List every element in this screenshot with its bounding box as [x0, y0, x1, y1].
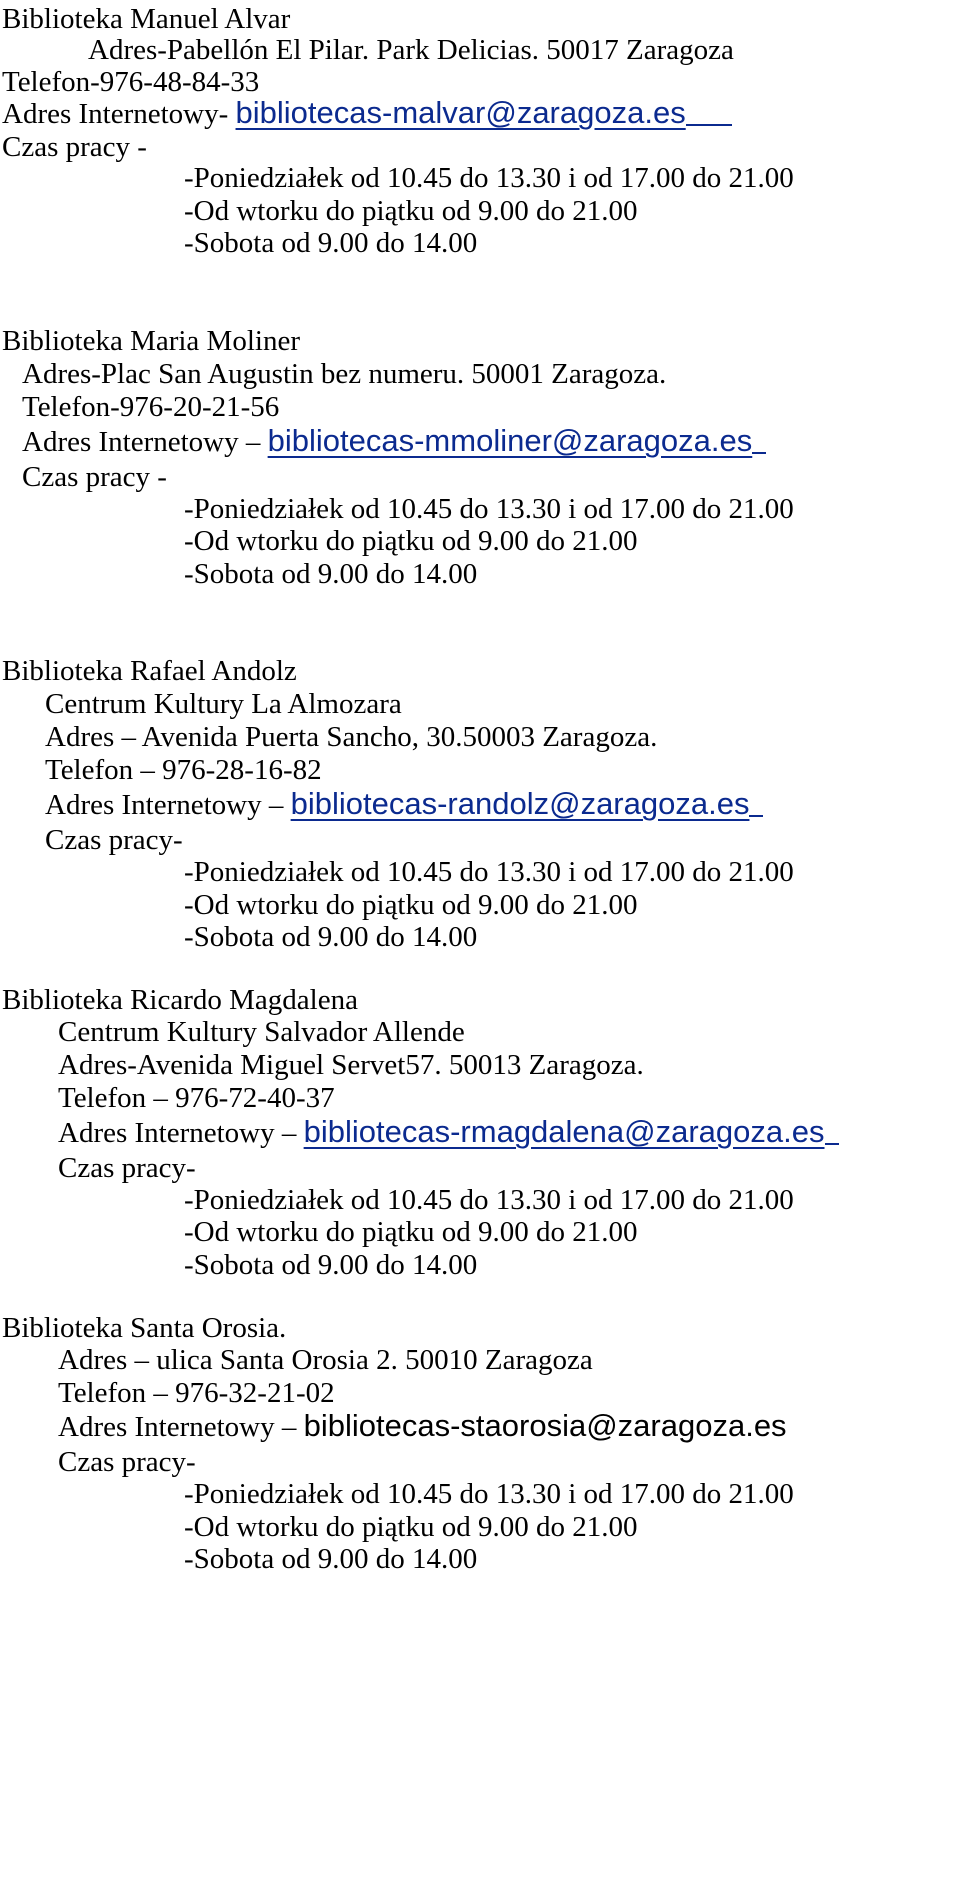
library-center: Centrum Kultury Salvador Allende: [58, 1016, 465, 1048]
email-link[interactable]: bibliotecas-mmoliner@zaragoza.es: [267, 423, 753, 458]
hours-line: -Od wtorku do piątku od 9.00 do 21.00: [184, 889, 638, 921]
library-phone: Telefon-976-48-84-33: [2, 66, 260, 98]
email-underline-tail: [686, 94, 732, 126]
library-email-row: [2, 94, 732, 132]
hours-label: Czas pracy-: [58, 1446, 196, 1478]
hours-label: Czas pracy -: [2, 131, 147, 163]
library-name: Biblioteka Manuel Alvar: [2, 3, 291, 35]
library-email-row: [22, 422, 766, 460]
library-address: Adres-Avenida Miguel Servet57. 50013 Zaragoza.: [58, 1049, 644, 1081]
library-address: Adres-Plac San Augustin bez numeru. 50001 Zaragoza.: [22, 358, 667, 390]
library-name: Biblioteka Maria Moliner: [2, 325, 300, 357]
email-label: Adres Internetowy –: [22, 426, 268, 458]
email-label: Adres Internetowy-: [2, 98, 236, 130]
email-underline-tail: [752, 422, 766, 454]
library-address: Adres – ulica Santa Orosia 2. 50010 Zaragoza: [58, 1344, 593, 1376]
hours-line: -Poniedziałek od 10.45 do 13.30 i od 17.00 do 21.00: [184, 162, 794, 194]
hours-line: -Od wtorku do piątku od 9.00 do 21.00: [184, 1511, 638, 1543]
library-address: Adres-Pabellón El Pilar. Park Delicias. 50017 Zaragoza: [88, 34, 734, 66]
email-label: Adres Internetowy –: [58, 1117, 304, 1149]
email-link[interactable]: bibliotecas-rmagdalena@zaragoza.es: [303, 1114, 825, 1149]
hours-line: -Sobota od 9.00 do 14.00: [184, 1543, 478, 1575]
hours-line: -Sobota od 9.00 do 14.00: [184, 1249, 478, 1281]
email-link[interactable]: bibliotecas-malvar@zaragoza.es: [235, 95, 686, 130]
library-phone: Telefon-976-20-21-56: [22, 391, 280, 423]
library-phone: Telefon – 976-28-16-82: [45, 754, 322, 786]
library-email-row: [58, 1407, 787, 1445]
library-address: Adres – Avenida Puerta Sancho, 30.50003 Zaragoza.: [45, 721, 658, 753]
email-text: bibliotecas-staorosia@zaragoza.es: [303, 1408, 787, 1443]
hours-line: -Poniedziałek od 10.45 do 13.30 i od 17.00 do 21.00: [184, 493, 794, 525]
hours-line: -Sobota od 9.00 do 14.00: [184, 558, 478, 590]
email-underline-tail: [749, 785, 763, 817]
email-link[interactable]: bibliotecas-randolz@zaragoza.es: [290, 786, 750, 821]
hours-line: -Sobota od 9.00 do 14.00: [184, 227, 478, 259]
library-email-row: [45, 785, 763, 823]
library-name: Biblioteka Ricardo Magdalena: [2, 984, 358, 1016]
email-label: Adres Internetowy –: [45, 789, 291, 821]
hours-line: -Od wtorku do piątku od 9.00 do 21.00: [184, 1216, 638, 1248]
hours-line: -Od wtorku do piątku od 9.00 do 21.00: [184, 525, 638, 557]
hours-line: -Poniedziałek od 10.45 do 13.30 i od 17.00 do 21.00: [184, 1184, 794, 1216]
hours-line: -Poniedziałek od 10.45 do 13.30 i od 17.00 do 21.00: [184, 1478, 794, 1510]
hours-label: Czas pracy -: [22, 461, 167, 493]
email-underline-tail: [825, 1113, 839, 1145]
email-label: Adres Internetowy –: [58, 1411, 304, 1443]
library-phone: Telefon – 976-32-21-02: [58, 1377, 335, 1409]
hours-line: -Sobota od 9.00 do 14.00: [184, 921, 478, 953]
hours-line: -Od wtorku do piątku od 9.00 do 21.00: [184, 195, 638, 227]
hours-label: Czas pracy-: [58, 1152, 196, 1184]
library-phone: Telefon – 976-72-40-37: [58, 1082, 335, 1114]
library-name: Biblioteka Santa Orosia.: [2, 1312, 287, 1344]
library-name: Biblioteka Rafael Andolz: [2, 655, 297, 687]
library-center: Centrum Kultury La Almozara: [45, 688, 402, 720]
library-email-row: [58, 1113, 839, 1151]
hours-label: Czas pracy-: [45, 824, 183, 856]
hours-line: -Poniedziałek od 10.45 do 13.30 i od 17.00 do 21.00: [184, 856, 794, 888]
